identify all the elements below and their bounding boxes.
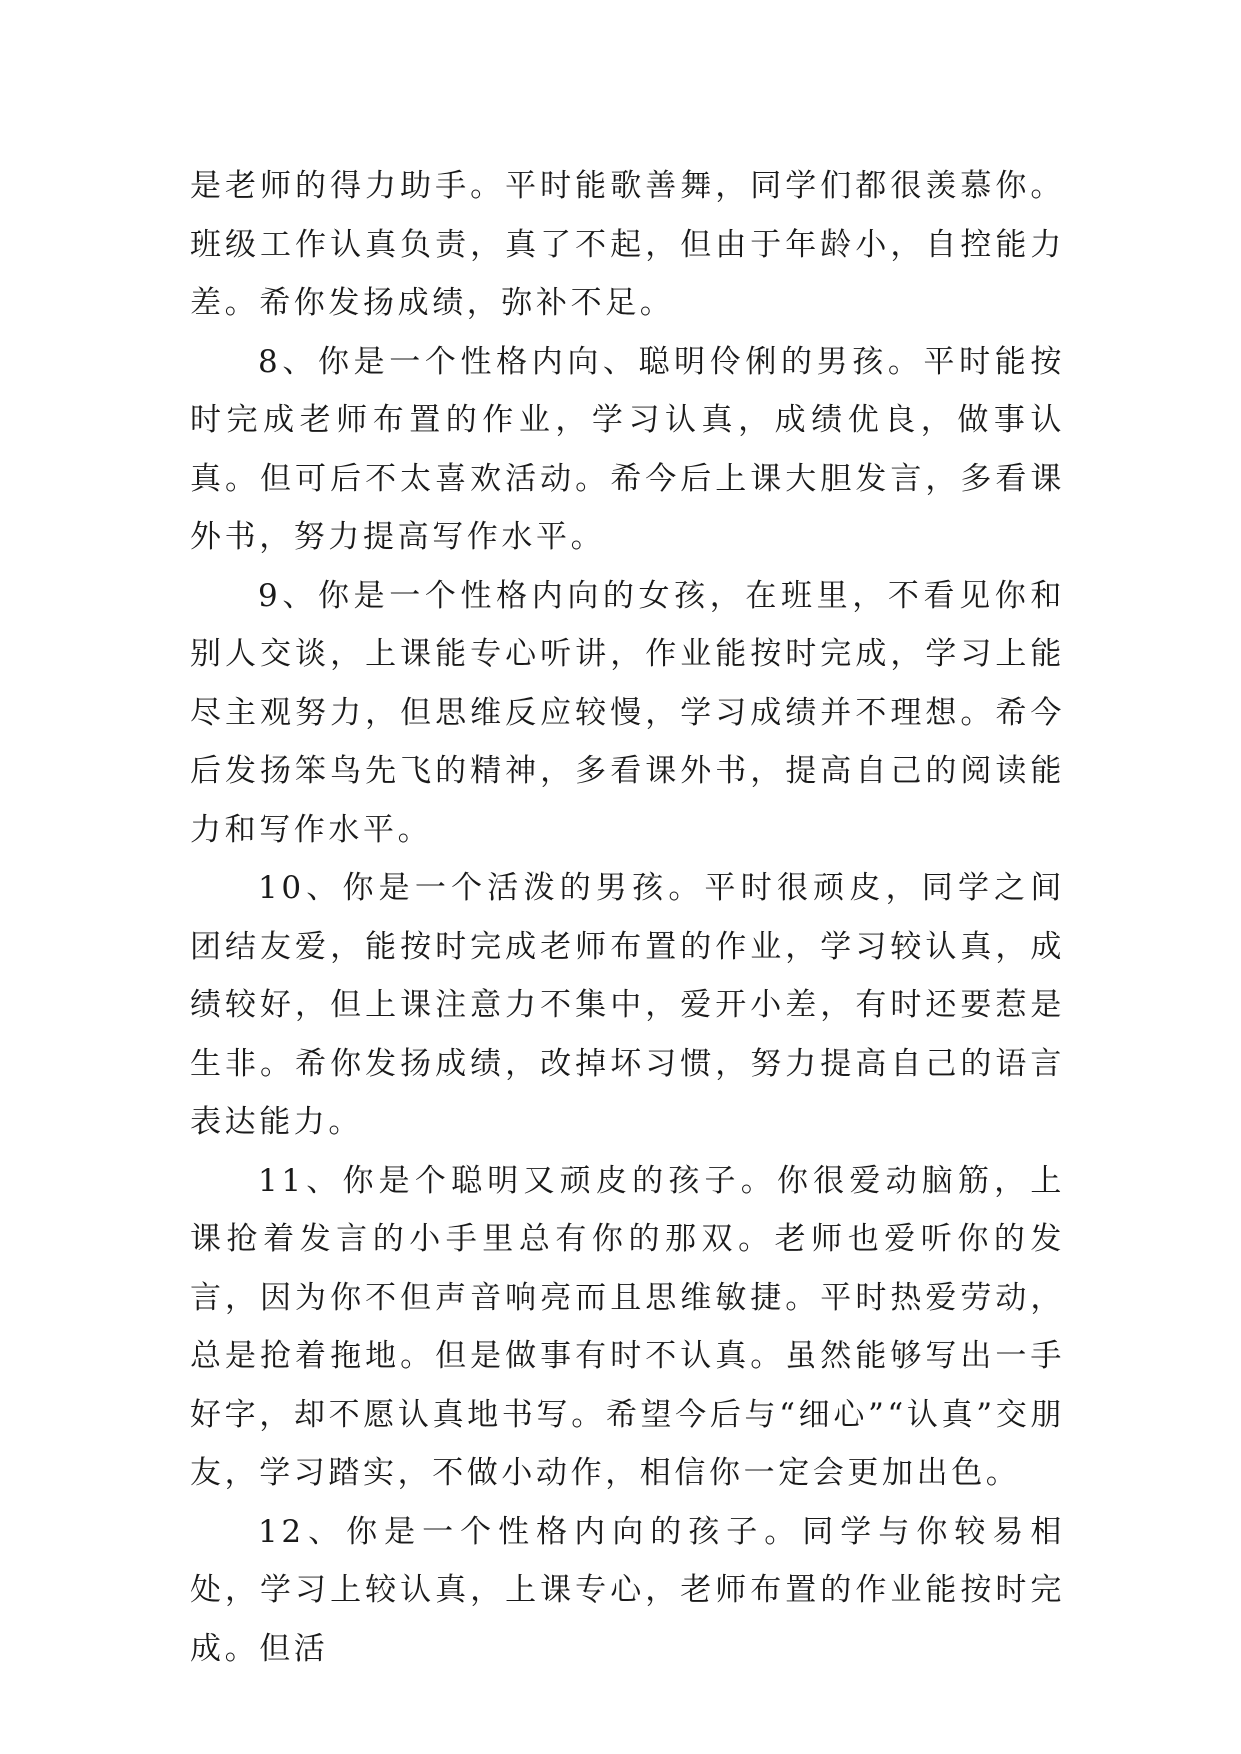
paragraph: 9、你是一个性格内向的女孩，在班里，不看见你和别人交谈，上课能专心听讲，作业能按时完成，学习上能尽主观努力，但思维反应较慢，学习成绩并不理想。希今后发扬笨鸟先飞的精神，多看课外书，提高自己的阅读能力和写作水平。	[190, 577, 1065, 848]
document-body	[190, 157, 1065, 1678]
paragraph: 11、你是个聪明又顽皮的孩子。你很爱动脑筋，上课抢着发言的小手里总有你的那双。老师也爱听你的发言，因为你不但声音响亮而且思维敏捷。平时热爱劳动，总是抢着拖地。但是做事有时不认真。虽然能够写出一手好字，却不愿认真地书写。希望今后与“细心”“认真”交朋友，学习踏实，不做小动作，相信你一定会更加出色。	[190, 1162, 1065, 1491]
paragraph: 10、你是一个活泼的男孩。平时很顽皮，同学之间团结友爱，能按时完成老师布置的作业，学习较认真，成绩较好，但上课注意力不集中，爱开小差，有时还要惹是生非。希你发扬成绩，改掉坏习惯，努力提高自己的语言表达能力。	[190, 870, 1065, 1140]
paragraph: 8、你是一个性格内向、聪明伶俐的男孩。平时能按时完成老师布置的作业，学习认真，成绩优良，做事认真。但可后不太喜欢活动。希今后上课大胆发言，多看课外书，努力提高写作水平。	[190, 343, 1065, 555]
paragraph: 12、你是一个性格内向的孩子。同学与你较易相处，学习上较认真，上课专心，老师布置的作业能按时完成。但活	[190, 1513, 1065, 1667]
paragraph: 是老师的得力助手。平时能歌善舞，同学们都很羡慕你。班级工作认真负责，真了不起，但由于年龄小，自控能力差。希你发扬成绩，弥补不足。	[190, 168, 1065, 321]
